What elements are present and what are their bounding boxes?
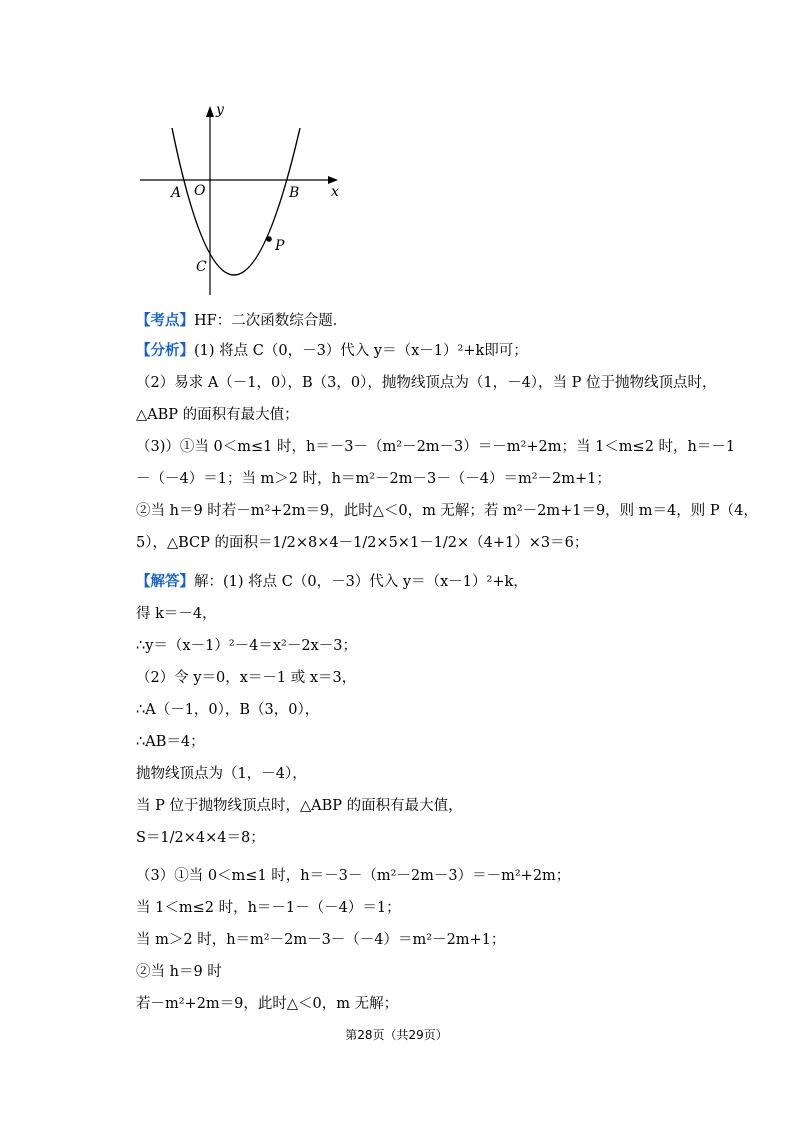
label-c: C [196, 259, 207, 275]
jieda-line-12: 当 m＞2 时，h＝m²－2m－3－（－4）＝m²－2m+1； [136, 932, 506, 948]
jieda-line-7: 抛物线顶点为（1，－4）， [136, 766, 307, 782]
jieda-line-6: ∴AB＝4； [136, 734, 205, 750]
jieda-line-13: ②当 h＝9 时 [136, 964, 222, 980]
jieda-tag: 【解答】 [136, 573, 194, 590]
jieda-line-2: 得 k＝－4， [136, 606, 217, 622]
jieda-line-14: 若－m²+2m＝9，此时△＜0，m 无解； [136, 996, 399, 1012]
jieda-line-11: 当 1＜m≤2 时，h＝－1－（－4）＝1； [136, 900, 401, 916]
label-o: O [194, 183, 206, 199]
label-b: B [289, 185, 300, 201]
page-footer: 第28页（共29页） [345, 1028, 448, 1042]
fenxi-line-3: △ABP 的面积有最大值； [136, 407, 299, 423]
fenxi-line-7: 5），△BCP 的面积＝1/2×8×4－1/2×5×1－1/2×（4+1）×3＝6； [136, 535, 589, 551]
label-y: y [216, 102, 224, 118]
jieda-line-5: ∴A（－1，0），B（3，0）， [136, 702, 320, 718]
label-a: A [171, 185, 182, 201]
label-p: P [275, 238, 285, 254]
parabola-figure [138, 100, 348, 300]
fenxi-line-2: （2）易求 A（－1，0），B（3，0），抛物线顶点为（1，－4），当 P 位于抛物线顶点时， [136, 375, 717, 391]
point-p [266, 236, 272, 242]
fenxi-text-1: (1) 将点 C（0，－3）代入 y＝（x－1）²+k即可； [194, 343, 528, 359]
jieda-line-8: 当 P 位于抛物线顶点时，△ABP 的面积有最大值， [136, 798, 463, 814]
fenxi-line-1 [136, 341, 528, 361]
jieda-line-4: （2）令 y＝0，x＝－1 或 x＝3， [136, 670, 357, 686]
y-axis-arrow [206, 106, 214, 117]
fenxi-line-6: ②当 h＝9 时若－m²+2m＝9，此时△＜0，m 无解；若 m²－2m+1＝9，则 m＝4，则 P（4， [136, 503, 758, 519]
fenxi-line-4: （3)）①当 0＜m≤1 时，h＝－3－（m²－2m－3）＝－m²+2m；当 1＜m≤2 时，h＝－1 [136, 439, 736, 455]
fenxi-line-5: －（－4）＝1；当 m＞2 时，h＝m²－2m－3－（－4）＝m²－2m+1； [136, 471, 611, 487]
jieda-text-1: 解：(1) 将点 C（0，－3）代入 y＝（x－1）²+k， [194, 574, 528, 590]
kaodian-tag: 【考点】 [136, 312, 194, 329]
jieda-line-1 [136, 572, 528, 592]
kaodian-text: HF：二次函数综合题． [194, 313, 348, 329]
jieda-line-10: （3）①当 0＜m≤1 时，h＝－3－（m²－2m－3）＝－m²+2m； [136, 868, 571, 884]
fenxi-tag: 【分析】 [136, 342, 194, 359]
jieda-line-9: S＝1/2×4×4＝8； [136, 830, 265, 846]
jieda-line-3: ∴y＝（x－1）²－4＝x²－2x－3； [136, 638, 357, 654]
kaodian-line [136, 311, 347, 331]
label-x: x [331, 184, 339, 200]
x-axis-arrow [328, 176, 338, 184]
